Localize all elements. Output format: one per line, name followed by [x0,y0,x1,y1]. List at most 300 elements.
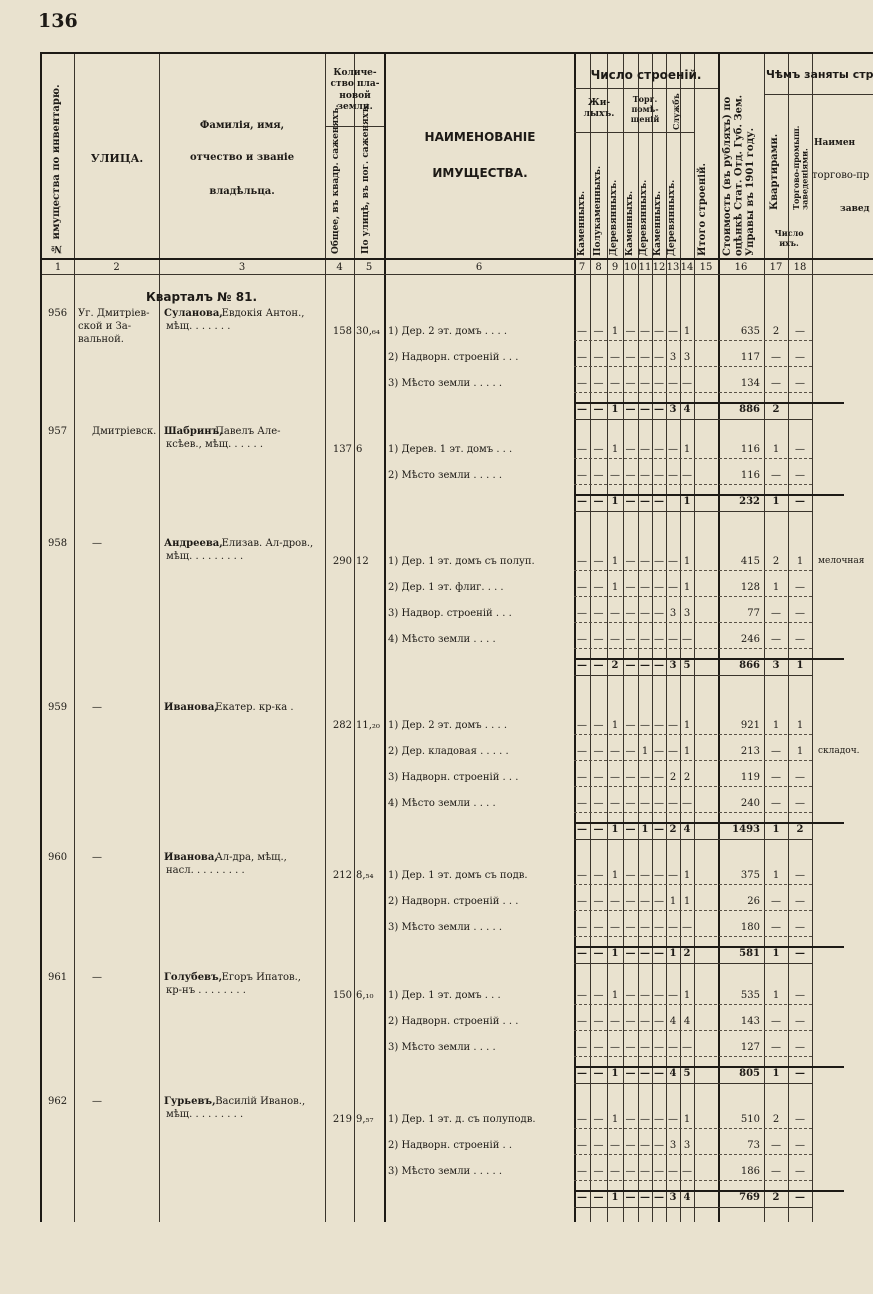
item-c14: 3 [683,1140,691,1151]
item-c11: — [640,326,650,337]
total-c8: — [593,948,604,959]
total-c16: 1 [772,1068,780,1079]
entry-number: 957 [48,426,68,437]
item-c9: — [610,352,620,363]
item-c8: — [593,556,604,567]
item-c16: — [771,1016,781,1027]
header-land: Количе- ство пла- новой земли. [330,68,380,112]
total-c12: — [654,1192,664,1203]
item-c9: 1 [611,582,619,593]
entry-front: 6,₁₀ [356,990,374,1001]
total-c16: 2 [772,404,780,415]
item-rule [574,812,812,813]
item-c8: — [593,582,604,593]
item-rule [574,596,812,597]
item-c17: — [795,444,805,455]
item-c11: — [640,378,650,389]
item-rule [574,760,812,761]
item-c14: — [682,798,692,809]
item-value: 510 [740,1114,760,1125]
column-number: 7 [578,262,586,273]
header-area: Общее, въ квадр. саженяхъ. [331,104,341,254]
total-c7: — [577,948,587,959]
item-name: 1) Дерев. 1 эт. домъ . . . [388,444,513,455]
item-value: 143 [740,1016,760,1027]
item-c12: — [654,1166,664,1177]
item-c7: — [577,1042,587,1053]
item-c10: — [625,326,636,337]
item-c8: — [593,798,604,809]
item-value: 375 [740,870,760,881]
item-c7: — [577,326,587,337]
item-c11: — [640,1114,650,1125]
entry-owner-surname: Иванова, [164,702,218,713]
item-value: 73 [747,1140,760,1151]
item-rule [574,622,812,623]
total-underline [574,419,812,420]
column-number: 2 [113,262,120,273]
item-c11: — [640,634,650,645]
item-c17: — [795,1140,805,1151]
item-c12: — [654,582,664,593]
header-services: Службъ [671,93,681,130]
item-c16: 2 [772,556,780,567]
total-c8: — [593,496,604,507]
column-number: 16 [734,262,748,273]
item-c7: — [577,746,587,757]
item-c12: — [654,556,664,567]
item-c7: — [577,556,587,567]
total-c8: — [593,404,604,415]
item-c17: — [795,1166,805,1177]
item-c13: 2 [669,772,677,783]
header-c18-l1: Наимен [814,138,856,148]
item-c16: — [771,1042,781,1053]
item-c10: — [625,1042,636,1053]
entry-owner: кр-нъ . . . . . . . . [166,985,246,996]
item-name: 2) Дер. 1 эт. флиг. . . . [388,582,504,593]
item-c7: — [577,922,587,933]
header-c16: Квартирами. [769,133,780,210]
item-c10: — [625,378,636,389]
item-name: 2) Надворн. строеній . . . [388,1016,519,1027]
item-c16: 1 [772,720,780,731]
item-name: 3) Мѣсто земли . . . . . [388,378,502,389]
item-c14: — [682,378,692,389]
item-name: 2) Надворн. строеній . . [388,1140,513,1151]
item-c13: — [668,1166,678,1177]
item-c7: — [577,1166,587,1177]
total-c7: — [577,1192,587,1203]
column-number: 6 [475,262,483,273]
col-line [812,54,813,1222]
item-c14: 1 [683,896,691,907]
item-c17: 1 [796,746,804,757]
item-c14: — [682,1166,692,1177]
item-c8: — [593,352,604,363]
item-c13: — [668,870,678,881]
entry-number: 962 [48,1096,68,1107]
item-c11: — [640,444,650,455]
header-living: Жи- лыхъ. [583,98,615,120]
total-c7: — [577,496,587,507]
total-underline [574,675,812,676]
total-underline [574,1207,812,1208]
col-line [354,54,355,1222]
item-c13: — [668,444,678,455]
item-c9: — [610,1016,620,1027]
item-c10: — [625,1140,636,1151]
total-c12: — [654,404,664,415]
item-c10: — [625,470,636,481]
item-c17: — [795,326,805,337]
entry-front: 30,₆₄ [356,326,380,337]
header-c18-l2: торгово-пр [812,170,870,181]
total-value: 1493 [732,824,760,835]
item-c11: — [640,1016,650,1027]
item-c17: — [795,1016,805,1027]
item-name: 1) Дер. 2 эт. домъ . . . . [388,326,508,337]
ledger-table [40,52,873,1222]
item-rule [574,936,812,937]
total-value: 866 [739,660,760,671]
total-c14: 1 [683,496,691,507]
total-c17: — [795,1192,805,1203]
item-c13: — [668,378,678,389]
item-name: 2) Мѣсто земли . . . . . [388,470,502,481]
item-c13: — [668,556,678,567]
item-c7: — [577,1140,587,1151]
item-c8: — [593,1166,604,1177]
item-c16: — [771,798,781,809]
entry-front: 9,₅₇ [356,1114,374,1125]
header-c12: Каменныхъ. [653,190,663,256]
item-c8: — [593,922,604,933]
total-c14: 5 [683,1068,691,1079]
item-c8: — [593,608,604,619]
entry-owner-surname: Суланова, [164,308,223,319]
total-c11: 1 [641,824,649,835]
entry-number: 959 [48,702,68,713]
item-name: 1) Дер. 2 эт. домъ . . . . [388,720,508,731]
item-c16: 2 [772,326,780,337]
item-rule [574,570,812,571]
item-c17: — [795,378,805,389]
item-c9: 1 [611,870,619,881]
header-c11: Деревянныхъ. [639,179,649,256]
item-value: 116 [740,444,760,455]
item-c10: — [625,1016,636,1027]
entry-owner: Василій Иванов., [215,1096,306,1107]
item-c16: — [771,772,781,783]
item-c10: — [625,1166,636,1177]
entry-owner: Ал-дра, мѣщ., [215,852,287,863]
item-c12: — [654,470,664,481]
item-name: 3) Мѣсто земли . . . . . [388,1166,502,1177]
item-c10: — [625,1114,636,1125]
item-c9: 1 [611,444,619,455]
entry-street: — [92,702,102,713]
item-c8: — [593,634,604,645]
item-c11: — [640,772,650,783]
item-c11: — [640,922,650,933]
total-c12: — [654,1068,664,1079]
header-owner-l2: отчество и званіе [189,152,295,163]
total-c8: — [593,1068,604,1079]
total-c10: — [625,496,636,507]
total-c8: — [593,660,604,671]
total-c10: — [625,948,636,959]
item-c12: — [654,1114,664,1125]
item-rule [574,786,812,787]
item-name: 4) Мѣсто земли . . . . [388,634,496,645]
item-rule [574,1030,812,1031]
total-c7: — [577,1068,587,1079]
entry-owner-surname: Шабринъ, [164,426,223,437]
header-c10: Каменныхъ. [625,190,635,256]
item-c12: — [654,720,664,731]
item-c17: 1 [796,720,804,731]
header-front: По улицѣ, въ пог. саженяхъ. [361,102,371,254]
entry-owner-surname: Иванова, [164,852,218,863]
item-c9: — [610,896,620,907]
item-c13: — [668,922,678,933]
item-c11: — [640,582,650,593]
item-c16: — [771,922,781,933]
item-c12: — [654,1016,664,1027]
item-c8: — [593,1140,604,1151]
item-name: 2) Надворн. строеній . . . [388,896,519,907]
total-c9: 1 [611,948,619,959]
total-c16: 1 [772,496,780,507]
total-c7: — [577,404,587,415]
total-c11: — [640,1192,650,1203]
item-rule [574,1128,812,1129]
entry-owner: мѣщ. . . . . . . . . [166,1109,244,1120]
item-c16: — [771,896,781,907]
item-c11: — [640,556,650,567]
item-c7: — [577,352,587,363]
total-c9: 1 [611,1192,619,1203]
item-c9: — [610,608,620,619]
item-value: 213 [740,746,760,757]
item-c8: — [593,990,604,1001]
header-rule [574,132,694,133]
header-property-l2: ИМУЩЕСТВА. [432,166,528,180]
item-c14: 1 [683,444,691,455]
total-c16: 3 [772,660,780,671]
item-value: 26 [747,896,760,907]
entry-number: 956 [48,308,68,319]
entry-street: — [92,538,102,549]
entry-area: 290 [332,556,352,567]
column-number: 1 [54,262,62,273]
item-c8: — [593,444,604,455]
item-c13: 3 [669,352,677,363]
item-c7: — [577,470,587,481]
item-rule [574,1180,812,1181]
item-c8: — [593,772,604,783]
item-value: 127 [740,1042,760,1053]
total-c8: — [593,824,604,835]
total-c14: 4 [683,404,691,415]
entry-owner: Павелъ Але- [215,426,281,437]
item-rule [574,1154,812,1155]
header-c17-sub: Число ихъ. [774,228,804,248]
total-c12: — [654,496,664,507]
item-c7: — [577,1114,587,1125]
column-number: 13 [666,262,680,273]
total-underline [574,839,812,840]
entry-owner: мѣщ. . . . . . . [166,321,231,332]
entry-number: 961 [48,972,68,983]
item-c12: — [654,746,664,757]
total-c13: 1 [669,948,677,959]
item-c10: — [625,634,636,645]
header-c15: Стоимость (въ рубляхъ) по оцѣнкѣ Стат. Отд. Губ. Зем. Управы въ 1901 году. [722,94,756,256]
total-c12: — [654,948,664,959]
total-c13: 4 [669,1068,677,1079]
entry-owner: мѣщ. . . . . . . . . [166,551,244,562]
item-c16: — [771,352,781,363]
entry-owner-surname: Андреева, [164,538,223,549]
header-c13: Деревянныхъ. [667,179,677,256]
entry-owner: Екатер. кр-ка . [215,702,294,713]
header-rule [42,274,873,275]
item-c14: 1 [683,746,691,757]
item-c13: — [668,1042,678,1053]
entry-owner: Егоръ Ипатов., [221,972,301,983]
header-occupied: Чѣмъ заняты стр [766,68,873,81]
item-c7: — [577,444,587,455]
entry-street: Уг. Дмитріев- [78,308,150,319]
total-c13: 3 [669,1192,677,1203]
item-c14: 3 [683,608,691,619]
item-c7: — [577,582,587,593]
total-c14: 4 [683,1192,691,1203]
entry-front: 11,₂₀ [356,720,380,731]
entry-owner-surname: Голубевъ, [164,972,223,983]
item-rule [574,458,812,459]
item-c10: — [625,772,636,783]
item-c10: — [625,608,636,619]
item-c7: — [577,990,587,1001]
item-name: 2) Дер. кладовая . . . . . [388,746,509,757]
item-c8: — [593,1042,604,1053]
column-number: 12 [652,262,666,273]
header-rule [764,94,873,95]
item-c10: — [625,352,636,363]
item-c11: — [640,608,650,619]
total-c10: — [625,1192,636,1203]
item-c10: — [625,922,636,933]
item-c16: 1 [772,870,780,881]
item-name: 1) Дер. 1 эт. домъ . . . [388,990,501,1001]
item-value: 134 [740,378,760,389]
total-c9: 1 [611,824,619,835]
item-name: 1) Дер. 1 эт. домъ съ подв. [388,870,528,881]
total-c17: 1 [796,660,804,671]
item-c13: — [668,720,678,731]
entry-street: — [92,972,102,983]
item-c12: — [654,772,664,783]
item-c16: — [771,746,781,757]
item-c12: — [654,444,664,455]
item-c11: — [640,352,650,363]
entry-area: 219 [332,1114,352,1125]
total-c11: — [640,496,650,507]
item-c18: мелочная [818,556,865,566]
entry-owner: Евдокія Антон., [221,308,305,319]
item-c9: — [610,378,620,389]
item-c7: — [577,608,587,619]
item-c16: — [771,1140,781,1151]
item-c12: — [654,326,664,337]
total-c9: 1 [611,496,619,507]
item-c13: 1 [669,896,677,907]
item-name: 1) Дер. 1 эт. домъ съ полуп. [388,556,535,567]
item-value: 117 [740,352,760,363]
item-c9: — [610,470,620,481]
total-c14: 4 [683,824,691,835]
item-c11: — [640,990,650,1001]
item-c7: — [577,720,587,731]
item-c8: — [593,378,604,389]
item-c8: — [593,870,604,881]
item-c12: — [654,896,664,907]
item-c14: 4 [683,1016,691,1027]
col-line [694,54,695,1222]
item-c14: 1 [683,870,691,881]
item-c12: — [654,922,664,933]
entry-area: 150 [332,990,352,1001]
entry-area: 137 [332,444,352,455]
item-c14: — [682,1042,692,1053]
item-name: 4) Мѣсто земли . . . . [388,798,496,809]
item-c13: 4 [669,1016,677,1027]
col-line [74,54,75,1222]
item-name: 3) Надворн. строеній . . . [388,772,519,783]
total-c10: — [625,1068,636,1079]
header-c7: Каменныхъ. [577,190,587,256]
item-c11: — [640,720,650,731]
total-c9: 2 [611,660,619,671]
col-line [325,54,326,1222]
item-c10: — [625,444,636,455]
item-c8: — [593,746,604,757]
item-value: 128 [740,582,760,593]
item-value: 921 [740,720,760,731]
item-c14: 1 [683,556,691,567]
item-c8: — [593,1114,604,1125]
column-number: 5 [365,262,373,273]
item-c13: — [668,470,678,481]
item-c7: — [577,772,587,783]
item-c9: — [610,634,620,645]
item-c9: 1 [611,990,619,1001]
column-number: 14 [680,262,694,273]
total-c8: — [593,1192,604,1203]
item-c16: — [771,608,781,619]
item-c17: — [795,634,805,645]
item-name: 3) Мѣсто земли . . . . [388,1042,496,1053]
item-c11: — [640,1166,650,1177]
item-c13: — [668,798,678,809]
item-c7: — [577,870,587,881]
item-c17: — [795,990,805,1001]
total-c16: 1 [772,948,780,959]
item-c14: — [682,922,692,933]
